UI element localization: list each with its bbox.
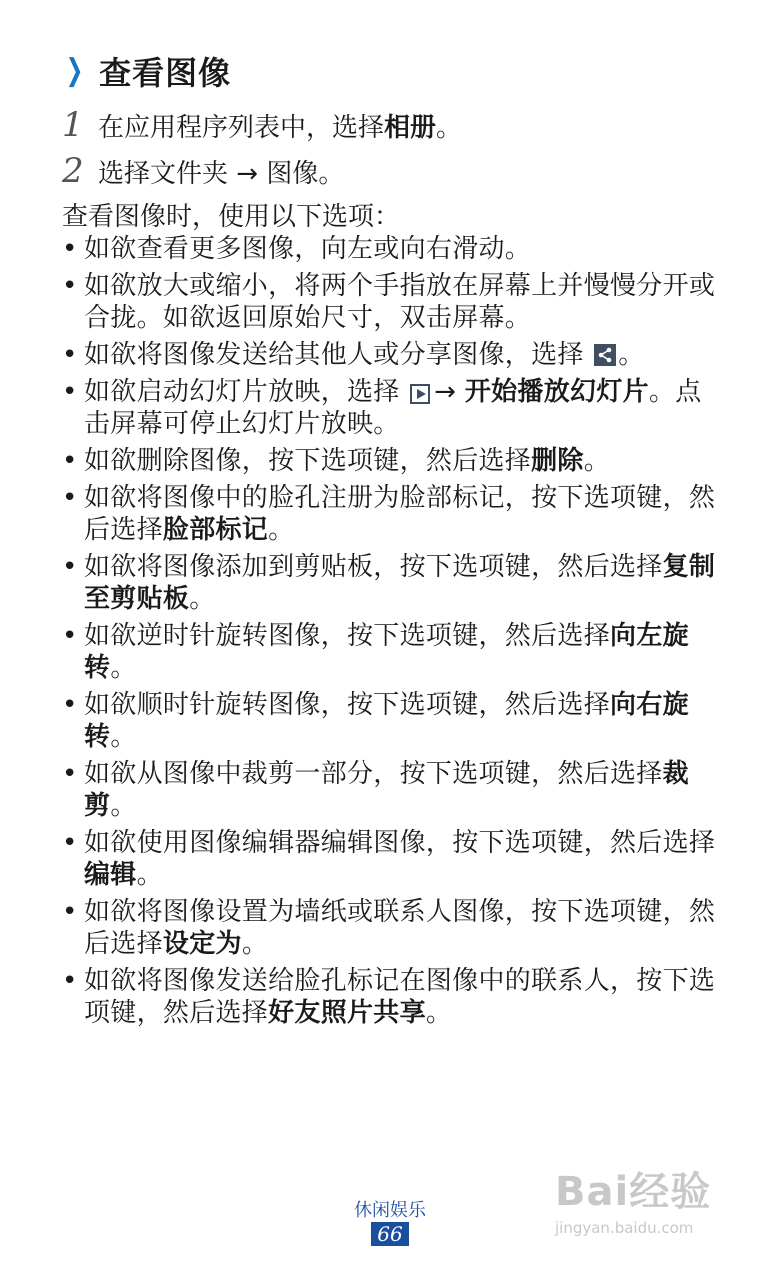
list-item: • 如欲将图像发送给脸孔标记在图像中的联系人，按下选项键，然后选择好友照片共享。 [62, 966, 716, 1028]
list-item: • 如欲逆时针旋转图像，按下选项键，然后选择向左旋转。 [62, 621, 689, 683]
list-item: • 如欲将图像中的脸孔注册为脸部标记，按下选项键，然后选择脸部标记。 [62, 483, 716, 545]
page-number: 66 [371, 1222, 409, 1246]
steps-list [62, 102, 462, 194]
step-number: 2 [62, 151, 84, 191]
step-text: 在应用程序列表中，选择相册。 [98, 112, 463, 143]
list-item: • 如欲删除图像，按下选项键，然后选择删除。 [62, 446, 611, 476]
intro-text: 查看图像时，使用以下选项： [62, 202, 401, 232]
step-number: 1 [62, 105, 84, 145]
share-icon [594, 344, 616, 366]
watermark-logo: Bai经验 [555, 1169, 712, 1215]
play-icon [410, 384, 430, 404]
list-item: • 如欲使用图像编辑器编辑图像，按下选项键，然后选择编辑。 [62, 828, 716, 890]
page-title: 查看图像 [99, 54, 232, 92]
list-item: • 如欲顺时针旋转图像，按下选项键，然后选择向右旋转。 [62, 690, 689, 752]
chevron-right-icon: ❯ [65, 53, 84, 88]
step-text: 选择文件夹 → 图像。 [98, 158, 345, 189]
section-heading [62, 48, 231, 94]
step-item [62, 102, 462, 148]
watermark-url: jingyan.baidu.com [555, 1219, 694, 1237]
watermark [555, 1160, 711, 1237]
footer-category: 休闲娱乐 [354, 1200, 426, 1221]
list-item: • 如欲将图像设置为墙纸或联系人图像，按下选项键，然后选择设定为。 [62, 897, 716, 959]
list-item: • 如欲将图像添加到剪贴板，按下选项键，然后选择复制至剪贴板。 [62, 552, 716, 614]
list-item: • 如欲从图像中裁剪一部分，按下选项键，然后选择裁剪。 [62, 759, 689, 821]
list-item: • 如欲将图像发送给其他人或分享图像，选择 。 [62, 340, 645, 370]
list-item: • 如欲放大或缩小，将两个手指放在屏幕上并慢慢分开或合拢。如欲返回原始尺寸，双击屏幕。 [62, 271, 716, 333]
options-list [62, 228, 722, 1029]
step-item [62, 148, 462, 194]
list-item: • 如欲启动幻灯片放映，选择 → 开始播放幻灯片。点击屏幕可停止幻灯片放映。 [62, 377, 702, 439]
list-item: • 如欲查看更多图像，向左或向右滑动。 [62, 234, 532, 264]
